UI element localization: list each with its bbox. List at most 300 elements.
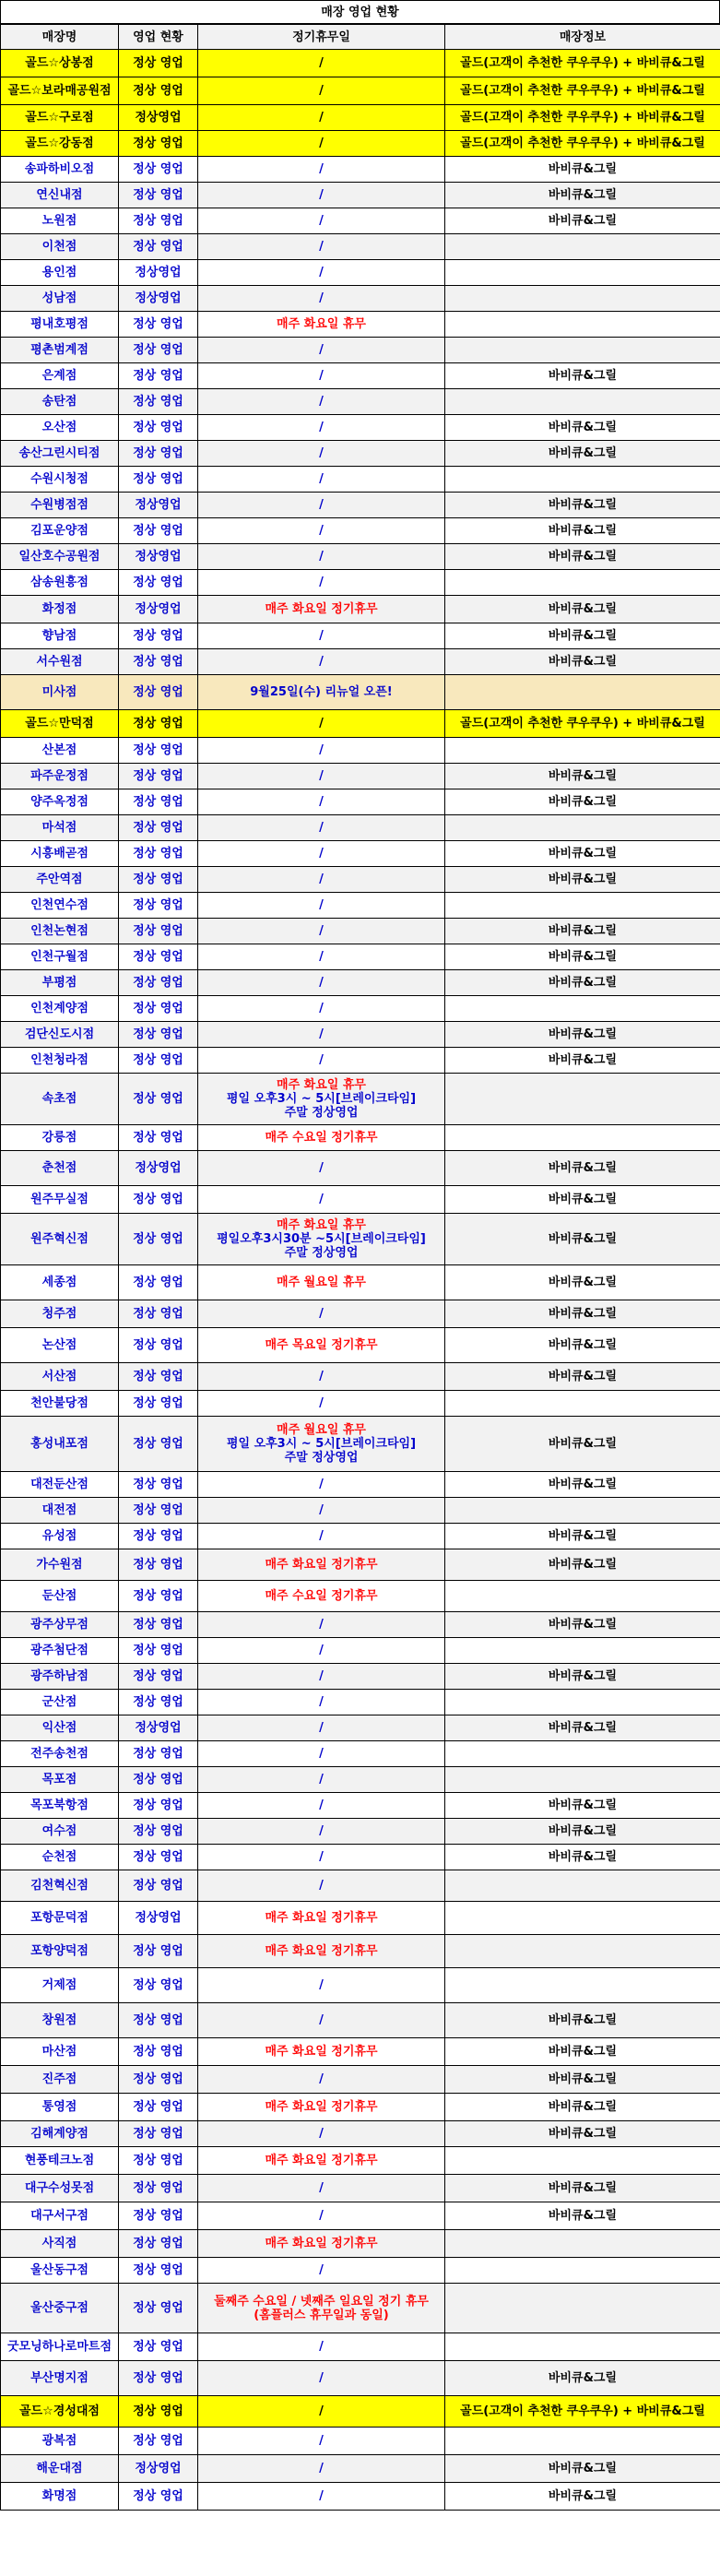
store-info — [445, 2284, 720, 2333]
table-row — [1, 1935, 720, 1968]
store-name: 골드☆만덕점 — [1, 710, 119, 738]
holiday-line: / — [319, 84, 324, 98]
header-row — [1, 25, 720, 50]
store-status: 정상 영업 — [119, 867, 198, 893]
store-holiday — [198, 1638, 445, 1664]
holiday-line: 매주 목요일 정기휴무 — [265, 1338, 378, 1352]
store-status: 정상 영업 — [119, 1391, 198, 1417]
holiday-line: / — [319, 188, 324, 202]
store-name: 포항양덕점 — [1, 1935, 119, 1968]
holiday-line: / — [319, 2340, 324, 2354]
table-row — [1, 867, 720, 893]
holiday-line: / — [319, 1618, 324, 1632]
store-info — [445, 467, 720, 493]
holiday-line: / — [319, 343, 324, 357]
store-info: 바비큐&그릴 — [445, 183, 720, 208]
table-row — [1, 2483, 720, 2511]
holiday-line: / — [319, 111, 324, 125]
store-name: 유성점 — [1, 1524, 119, 1549]
table-row — [1, 2202, 720, 2230]
store-status: 정상 영업 — [119, 738, 198, 764]
holiday-line: / — [319, 498, 324, 512]
store-info — [445, 2258, 720, 2284]
holiday-line: 평일오후3시30분 ~5시[브레이크타임] — [217, 1232, 426, 1246]
store-info — [445, 312, 720, 338]
store-info: 바비큐&그릴 — [445, 1549, 720, 1581]
store-name: 김천혁신점 — [1, 1870, 119, 1902]
store-status: 정상 영업 — [119, 1363, 198, 1391]
store-info: 바비큐&그릴 — [445, 1524, 720, 1549]
store-holiday — [198, 2396, 445, 2428]
store-info: 바비큐&그릴 — [445, 944, 720, 970]
store-info: 바비큐&그릴 — [445, 363, 720, 389]
store-name: 청주점 — [1, 1300, 119, 1328]
store-info — [445, 260, 720, 286]
store-holiday — [198, 1048, 445, 1074]
store-status: 정상 영업 — [119, 2428, 198, 2455]
store-status: 정상 영업 — [119, 1793, 198, 1819]
table-row — [1, 2038, 720, 2066]
store-info: 바비큐&그릴 — [445, 2038, 720, 2066]
store-status: 정상 영업 — [119, 467, 198, 493]
table-row — [1, 1549, 720, 1581]
table-row — [1, 1498, 720, 1524]
holiday-line: / — [319, 1747, 324, 1761]
table-row — [1, 1664, 720, 1690]
holiday-line: / — [319, 2263, 324, 2277]
holiday-line: 9월25일(수) 리뉴얼 오픈! — [250, 685, 393, 699]
store-info — [445, 2147, 720, 2175]
holiday-line: / — [319, 240, 324, 254]
store-holiday — [198, 2428, 445, 2455]
store-status: 정상 영업 — [119, 841, 198, 867]
store-holiday — [198, 77, 445, 105]
store-status: 정상 영업 — [119, 710, 198, 738]
holiday-line: 매주 화요일 정기휴무 — [265, 2237, 378, 2250]
table-row — [1, 1902, 720, 1935]
store-holiday — [198, 1690, 445, 1715]
holiday-line: 매주 화요일 정기휴무 — [265, 602, 378, 616]
store-holiday — [198, 1581, 445, 1612]
store-info: 바비큐&그릴 — [445, 208, 720, 234]
holiday-line: / — [319, 629, 324, 643]
table-row — [1, 1741, 720, 1767]
store-name: 울산중구점 — [1, 2284, 119, 2333]
store-name: 대구수성못점 — [1, 2175, 119, 2202]
holiday-line: 매주 수요일 정기휴무 — [265, 1131, 378, 1145]
store-holiday — [198, 1472, 445, 1498]
store-info: 바비큐&그릴 — [445, 2066, 720, 2094]
holiday-line: / — [319, 1850, 324, 1864]
holiday-line: / — [319, 769, 324, 783]
store-name: 해운대점 — [1, 2455, 119, 2483]
store-name: 목포북항점 — [1, 1793, 119, 1819]
store-name: 주안역점 — [1, 867, 119, 893]
store-status: 정상 영업 — [119, 1664, 198, 1690]
store-name: 마산점 — [1, 2038, 119, 2066]
store-status: 정상 영업 — [119, 2258, 198, 2284]
store-rows — [1, 50, 720, 2511]
table-row — [1, 2258, 720, 2284]
store-holiday — [198, 2455, 445, 2483]
store-status: 정상 영업 — [119, 1048, 198, 1074]
store-status: 정상 영업 — [119, 1638, 198, 1664]
store-status: 정상 영업 — [119, 1186, 198, 1214]
store-name: 골드☆강동점 — [1, 131, 119, 157]
holiday-line: / — [319, 1669, 324, 1683]
table-row — [1, 1074, 720, 1125]
store-name: 가수원점 — [1, 1549, 119, 1581]
store-status: 정상 영업 — [119, 1125, 198, 1151]
store-info: 바비큐&그릴 — [445, 2483, 720, 2511]
store-status: 정상 영업 — [119, 2333, 198, 2361]
holiday-line: / — [319, 1695, 324, 1709]
store-holiday — [198, 2066, 445, 2094]
store-status: 정상영업 — [119, 1151, 198, 1186]
holiday-line: / — [319, 1370, 324, 1383]
store-holiday — [198, 996, 445, 1022]
store-holiday — [198, 1612, 445, 1638]
table-row — [1, 493, 720, 518]
store-holiday — [198, 208, 445, 234]
holiday-line: / — [319, 1879, 324, 1893]
store-name: 통영점 — [1, 2094, 119, 2121]
store-status: 정상 영업 — [119, 157, 198, 183]
store-info: 바비큐&그릴 — [445, 1715, 720, 1741]
store-status: 정상영업 — [119, 1715, 198, 1741]
store-name: 부산명지점 — [1, 2361, 119, 2396]
store-name: 광복점 — [1, 2428, 119, 2455]
header-store-info: 매장정보 — [445, 25, 720, 50]
store-info — [445, 389, 720, 415]
store-info: 바비큐&그릴 — [445, 2455, 720, 2483]
store-info — [445, 1741, 720, 1767]
store-name: 골드☆경성대점 — [1, 2396, 119, 2428]
store-info — [445, 1767, 720, 1793]
store-info: 골드(고객이 추천한 쿠우쿠우) + 바비큐&그릴 — [445, 131, 720, 157]
holiday-line: / — [319, 950, 324, 964]
table-row — [1, 1581, 720, 1612]
holiday-line: / — [319, 446, 324, 460]
holiday-line: / — [319, 1773, 324, 1787]
table-row — [1, 996, 720, 1022]
store-info — [445, 1074, 720, 1125]
store-name: 속초점 — [1, 1074, 119, 1125]
table-row — [1, 1845, 720, 1870]
store-name: 인천청라점 — [1, 1048, 119, 1074]
store-name: 세종점 — [1, 1265, 119, 1300]
store-holiday — [198, 338, 445, 363]
store-name: 수원병점점 — [1, 493, 119, 518]
table-row — [1, 919, 720, 944]
holiday-line: (홈플러스 휴무일과 동일) — [254, 2308, 389, 2322]
table-row — [1, 1472, 720, 1498]
store-status: 정상영업 — [119, 260, 198, 286]
store-holiday — [198, 2094, 445, 2121]
store-info — [445, 2428, 720, 2455]
table-row — [1, 623, 720, 649]
holiday-line: 매주 수요일 정기휴무 — [265, 1589, 378, 1603]
holiday-line: 매주 화요일 휴무 — [277, 1078, 366, 1092]
table-row — [1, 2003, 720, 2038]
store-status: 정상 영업 — [119, 789, 198, 815]
store-info — [445, 1638, 720, 1664]
store-name: 미사점 — [1, 675, 119, 710]
table-row — [1, 415, 720, 441]
store-holiday — [198, 1214, 445, 1265]
store-name: 진주점 — [1, 2066, 119, 2094]
store-name: 굿모닝하나로마트점 — [1, 2333, 119, 2361]
store-status: 정상 영업 — [119, 389, 198, 415]
holiday-line: 평일 오후3시 ~ 5시[브레이크타임] — [226, 1437, 417, 1451]
store-info: 바비큐&그릴 — [445, 1151, 720, 1186]
store-name: 이천점 — [1, 234, 119, 260]
table-row — [1, 1524, 720, 1549]
holiday-line: / — [319, 1798, 324, 1812]
store-holiday — [198, 649, 445, 675]
store-info: 바비큐&그릴 — [445, 1265, 720, 1300]
store-holiday — [198, 1363, 445, 1391]
store-info — [445, 1498, 720, 1524]
store-status: 정상 영업 — [119, 77, 198, 105]
store-name: 춘천점 — [1, 1151, 119, 1186]
holiday-line: / — [319, 1529, 324, 1543]
store-name: 부평점 — [1, 970, 119, 996]
store-holiday — [198, 1125, 445, 1151]
store-status: 정상 영업 — [119, 2147, 198, 2175]
holiday-line: / — [319, 2127, 324, 2141]
store-holiday — [198, 544, 445, 570]
store-name: 대전점 — [1, 1498, 119, 1524]
store-status: 정상 영업 — [119, 1549, 198, 1581]
table-row — [1, 260, 720, 286]
table-row — [1, 1151, 720, 1186]
store-info: 바비큐&그릴 — [445, 2175, 720, 2202]
store-holiday — [198, 1935, 445, 1968]
store-holiday — [198, 1741, 445, 1767]
store-status: 정상 영업 — [119, 1845, 198, 1870]
table-row — [1, 596, 720, 623]
store-info — [445, 738, 720, 764]
store-name: 송파하비오점 — [1, 157, 119, 183]
store-holiday — [198, 738, 445, 764]
store-holiday — [198, 841, 445, 867]
store-info — [445, 1870, 720, 1902]
holiday-line: / — [319, 1193, 324, 1206]
store-name: 포항문덕점 — [1, 1902, 119, 1935]
store-name: 원주혁신점 — [1, 1214, 119, 1265]
holiday-line: / — [319, 1824, 324, 1838]
store-holiday — [198, 596, 445, 623]
store-status: 정상 영업 — [119, 1581, 198, 1612]
store-status: 정상 영업 — [119, 2284, 198, 2333]
holiday-line: 매주 화요일 휴무 — [277, 1218, 366, 1232]
store-holiday — [198, 286, 445, 312]
holiday-line: / — [319, 576, 324, 589]
holiday-line: / — [319, 1478, 324, 1491]
store-info — [445, 1968, 720, 2003]
store-holiday — [198, 764, 445, 789]
store-holiday — [198, 815, 445, 841]
holiday-line: / — [319, 1002, 324, 1015]
table-row — [1, 1300, 720, 1328]
store-status: 정상영업 — [119, 544, 198, 570]
store-status: 정상 영업 — [119, 2483, 198, 2511]
holiday-line: / — [319, 2404, 324, 2418]
store-holiday — [198, 1968, 445, 2003]
store-name: 평촌범계점 — [1, 338, 119, 363]
table-row — [1, 2455, 720, 2483]
store-holiday — [198, 1664, 445, 1690]
holiday-line: / — [319, 821, 324, 835]
table-row — [1, 50, 720, 77]
store-holiday — [198, 183, 445, 208]
store-name: 성남점 — [1, 286, 119, 312]
store-name: 울산동구점 — [1, 2258, 119, 2284]
table-row — [1, 649, 720, 675]
table-row — [1, 1690, 720, 1715]
table-row — [1, 764, 720, 789]
store-status: 정상 영업 — [119, 1498, 198, 1524]
store-status: 정상 영업 — [119, 415, 198, 441]
table-row — [1, 286, 720, 312]
store-name: 향남점 — [1, 623, 119, 649]
store-name: 시흥배곧점 — [1, 841, 119, 867]
store-status: 정상 영업 — [119, 2175, 198, 2202]
holiday-line: / — [319, 2013, 324, 2027]
store-info — [445, 1581, 720, 1612]
store-info: 골드(고객이 추천한 쿠우쿠우) + 바비큐&그릴 — [445, 2396, 720, 2428]
store-info: 바비큐&그릴 — [445, 649, 720, 675]
store-holiday — [198, 944, 445, 970]
holiday-line: / — [319, 898, 324, 912]
header-status: 영업 현황 — [119, 25, 198, 50]
store-holiday — [198, 441, 445, 467]
store-info — [445, 286, 720, 312]
store-info: 골드(고객이 추천한 쿠우쿠우) + 바비큐&그릴 — [445, 105, 720, 131]
store-status: 정상 영업 — [119, 1022, 198, 1048]
store-holiday — [198, 570, 445, 596]
store-name: 천안불당점 — [1, 1391, 119, 1417]
store-name: 홍성내포점 — [1, 1417, 119, 1472]
holiday-line: 주말 정상영업 — [284, 1451, 359, 1465]
store-info — [445, 338, 720, 363]
holiday-line: / — [319, 847, 324, 861]
store-name: 창원점 — [1, 2003, 119, 2038]
store-status: 정상 영업 — [119, 1265, 198, 1300]
table-row — [1, 2121, 720, 2147]
table-row — [1, 944, 720, 970]
holiday-line: / — [319, 266, 324, 279]
store-name: 인천연수점 — [1, 893, 119, 919]
store-holiday — [198, 415, 445, 441]
store-name: 서산점 — [1, 1363, 119, 1391]
table-row — [1, 363, 720, 389]
table-row — [1, 970, 720, 996]
store-info: 골드(고객이 추천한 쿠우쿠우) + 바비큐&그릴 — [445, 77, 720, 105]
store-name: 파주운정점 — [1, 764, 119, 789]
store-holiday — [198, 1715, 445, 1741]
store-info: 바비큐&그릴 — [445, 1793, 720, 1819]
store-holiday — [198, 2003, 445, 2038]
table-row — [1, 1125, 720, 1151]
store-info: 바비큐&그릴 — [445, 1186, 720, 1214]
store-name: 삼송원흥점 — [1, 570, 119, 596]
store-name: 대구서구점 — [1, 2202, 119, 2230]
store-status: 정상 영업 — [119, 2038, 198, 2066]
store-status: 정상 영업 — [119, 996, 198, 1022]
store-name: 원주무실점 — [1, 1186, 119, 1214]
store-holiday — [198, 1391, 445, 1417]
store-status: 정상 영업 — [119, 1968, 198, 2003]
table-row — [1, 1793, 720, 1819]
table-row — [1, 2361, 720, 2396]
store-holiday — [198, 389, 445, 415]
holiday-line: 주말 정상영업 — [284, 1106, 359, 1120]
store-name: 송탄점 — [1, 389, 119, 415]
store-info: 바비큐&그릴 — [445, 789, 720, 815]
table-row — [1, 789, 720, 815]
table-row — [1, 1819, 720, 1845]
store-status: 정상 영업 — [119, 1767, 198, 1793]
table-row — [1, 1638, 720, 1664]
store-holiday — [198, 1524, 445, 1549]
store-name: 전주송천점 — [1, 1741, 119, 1767]
table-row — [1, 389, 720, 415]
table-row — [1, 1186, 720, 1214]
store-holiday — [198, 1819, 445, 1845]
store-status: 정상 영업 — [119, 649, 198, 675]
store-info: 바비큐&그릴 — [445, 2003, 720, 2038]
store-status: 정상 영업 — [119, 234, 198, 260]
store-name: 양주옥정점 — [1, 789, 119, 815]
store-holiday — [198, 2333, 445, 2361]
store-status: 정상 영업 — [119, 1524, 198, 1549]
store-status: 정상 영업 — [119, 208, 198, 234]
store-info: 바비큐&그릴 — [445, 1022, 720, 1048]
store-holiday — [198, 1151, 445, 1186]
store-holiday — [198, 1417, 445, 1472]
store-info: 바비큐&그릴 — [445, 1048, 720, 1074]
store-name: 마석점 — [1, 815, 119, 841]
store-holiday — [198, 867, 445, 893]
store-name: 여수점 — [1, 1819, 119, 1845]
store-holiday — [198, 493, 445, 518]
store-name: 익산점 — [1, 1715, 119, 1741]
store-holiday — [198, 2483, 445, 2511]
table-row — [1, 1391, 720, 1417]
store-name: 일산호수공원점 — [1, 544, 119, 570]
store-info: 바비큐&그릴 — [445, 841, 720, 867]
holiday-line: / — [319, 976, 324, 990]
store-status: 정상 영업 — [119, 312, 198, 338]
holiday-line: / — [319, 395, 324, 409]
table-row — [1, 1214, 720, 1265]
store-holiday — [198, 1793, 445, 1819]
store-name: 인천논현점 — [1, 919, 119, 944]
store-holiday — [198, 105, 445, 131]
store-info: 바비큐&그릴 — [445, 2361, 720, 2396]
store-status: 정상 영업 — [119, 1472, 198, 1498]
holiday-line: / — [319, 56, 324, 70]
store-info: 바비큐&그릴 — [445, 970, 720, 996]
holiday-line: / — [319, 2489, 324, 2503]
store-info: 바비큐&그릴 — [445, 1417, 720, 1472]
store-info: 바비큐&그릴 — [445, 1214, 720, 1265]
table-row — [1, 1265, 720, 1300]
table-row — [1, 1968, 720, 2003]
store-info: 바비큐&그릴 — [445, 1328, 720, 1363]
